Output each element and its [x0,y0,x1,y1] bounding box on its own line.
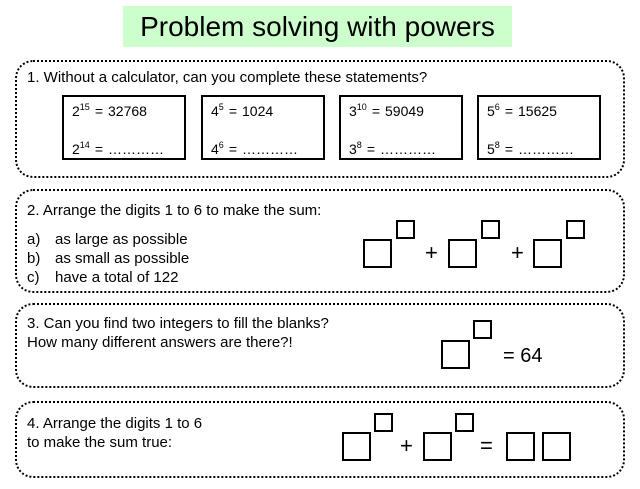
equals-sign: = [480,433,493,458]
power-statement-blank [349,141,436,157]
base-digit-box[interactable] [533,239,562,268]
answer-blank[interactable]: ………… [380,141,436,157]
base-blank-box[interactable] [441,340,470,369]
power-exponent: 15 [79,102,90,112]
list-item-text: have a total of 122 [55,269,179,286]
equals-sign: = [94,103,103,119]
power-box-1 [62,95,186,160]
list-item-text: as large as possible [55,231,188,248]
equals-sign: = [504,141,513,157]
list-marker: a) [27,231,41,248]
plus-sign: + [425,240,438,265]
question-3-text [27,314,329,352]
question-2-list [27,230,189,287]
list-item [27,249,189,268]
power-value: 59049 [385,103,424,119]
exponent-digit-box[interactable] [481,220,500,239]
base-digit-box[interactable] [363,239,392,268]
power-base: 2 [72,103,80,119]
power-box-3 [339,95,463,160]
power-exponent: 10 [356,102,367,112]
exponent-digit-box[interactable] [566,220,585,239]
exponent-digit-box[interactable] [396,220,415,239]
answer-blank[interactable]: ………… [518,141,574,157]
power-base: 5 [487,141,495,157]
power-base: 3 [349,141,357,157]
answer-tens-box[interactable] [506,432,535,461]
base-digit-box[interactable] [342,432,371,461]
list-item [27,230,189,249]
power-exponent: 6 [218,140,224,150]
power-statement-given [349,103,424,119]
question-3-line-1: 3. Can you find two integers to fill the blanks? [27,315,329,332]
page-title: Problem solving with powers [123,6,512,47]
equals-sign: = [504,103,513,119]
power-base: 4 [211,141,219,157]
result-text: = 64 [503,345,543,367]
answer-blank[interactable]: ………… [108,141,164,157]
power-value: 32768 [108,103,147,119]
exponent-blank-box[interactable] [473,320,492,339]
power-statement-blank [211,141,298,157]
power-base: 4 [211,103,219,119]
power-base: 2 [72,141,80,157]
base-digit-box[interactable] [423,432,452,461]
power-statement-given [487,103,557,119]
power-exponent: 8 [356,140,362,150]
power-box-4 [477,95,601,160]
base-digit-box[interactable] [448,239,477,268]
equals-sign: = [228,103,237,119]
plus-sign: + [400,433,413,458]
power-exponent: 5 [218,102,224,112]
power-base: 5 [487,103,495,119]
power-exponent: 6 [494,102,500,112]
equals-sign: = [94,141,103,157]
question-1-text: 1. Without a calculator, can you complete these statements? [27,69,428,86]
exponent-digit-box[interactable] [374,413,393,432]
equals-sign: = [371,103,380,119]
power-exponent: 14 [79,140,90,150]
equals-sign: = [366,141,375,157]
list-marker: b) [27,250,41,267]
exponent-digit-box[interactable] [455,413,474,432]
question-3-line-2: How many different answers are there?! [27,334,293,351]
question-4-text [27,414,202,452]
power-statement-blank [72,141,164,157]
equals-sign: = [228,141,237,157]
plus-sign: + [511,240,524,265]
power-value: 1024 [242,103,274,119]
power-base: 3 [349,103,357,119]
answer-blank[interactable]: ………… [242,141,298,157]
power-statement-blank [487,141,574,157]
question-2-text: 2. Arrange the digits 1 to 6 to make the sum: [27,202,322,219]
question-4-line-1: 4. Arrange the digits 1 to 6 [27,415,203,432]
list-marker: c) [27,269,40,286]
power-statement-given [72,103,147,119]
question-4-line-2: to make the sum true: [27,434,173,451]
answer-units-box[interactable] [542,432,571,461]
list-item-text: as small as possible [55,250,190,267]
power-box-2 [201,95,325,160]
power-exponent: 8 [494,140,500,150]
power-value: 15625 [518,103,557,119]
power-statement-given [211,103,273,119]
list-item [27,268,189,287]
